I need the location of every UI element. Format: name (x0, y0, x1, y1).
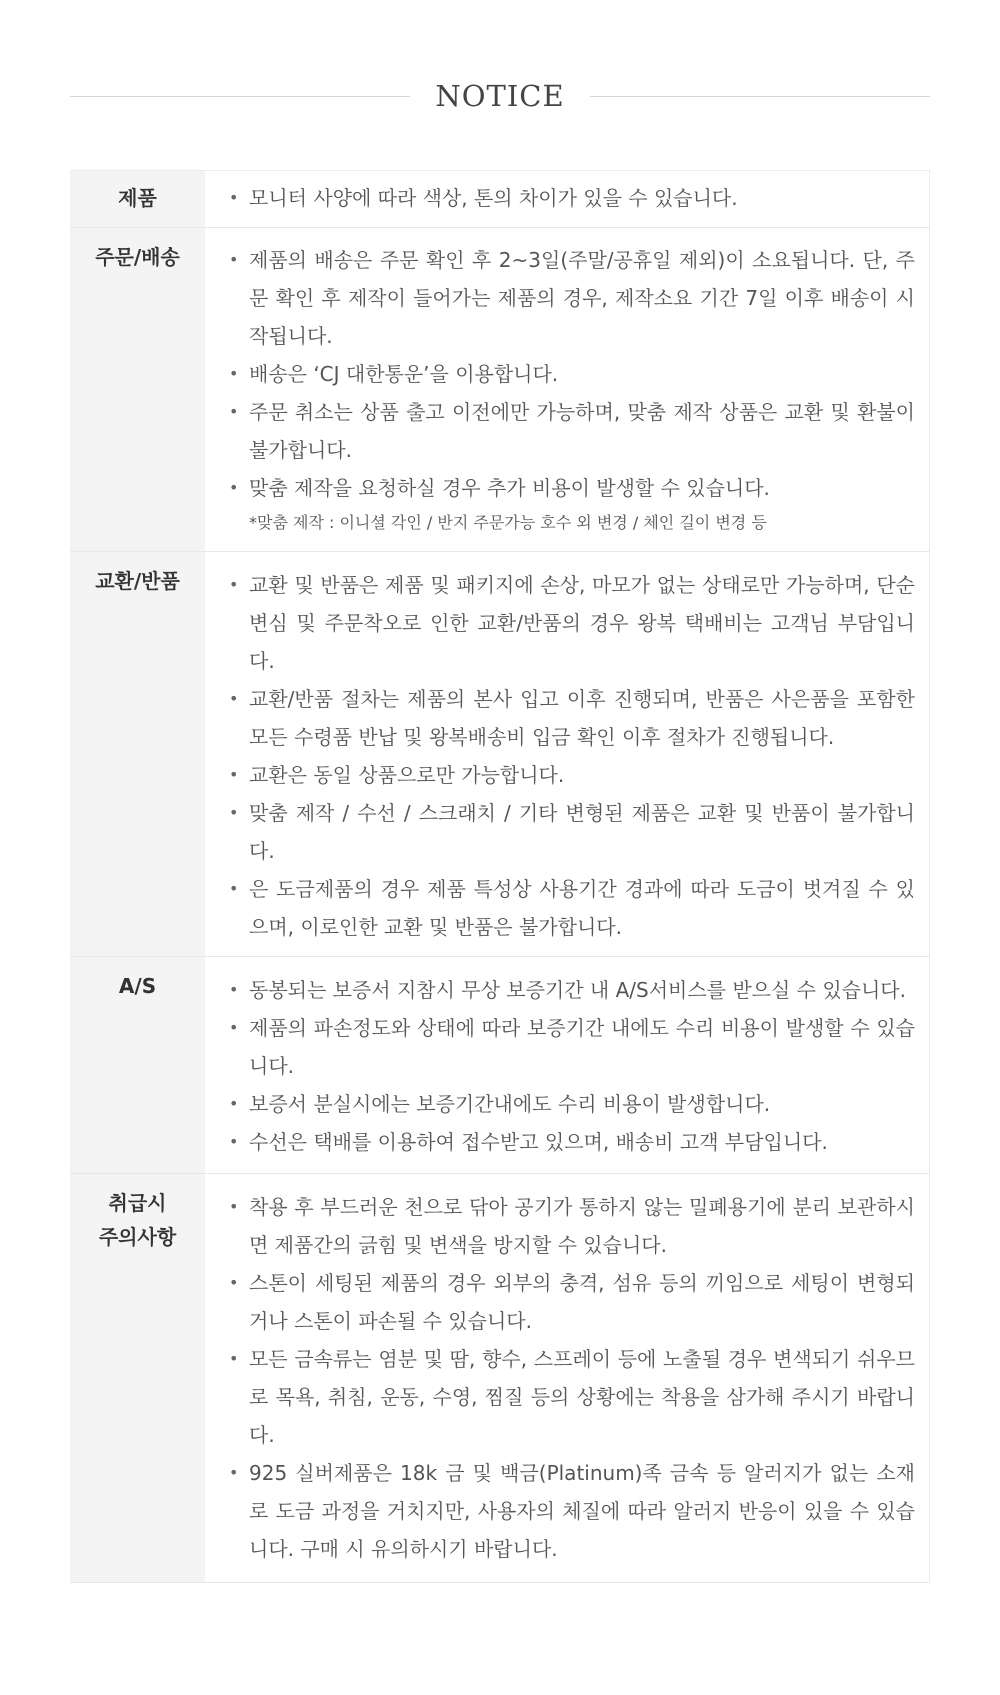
list-item (205, 1264, 929, 1340)
bullet-icon: • (229, 765, 239, 784)
section-label-line: 취급시 (108, 1191, 167, 1215)
notice-title: NOTICE (435, 79, 565, 113)
list-item (205, 355, 929, 393)
bullet-icon: • (229, 364, 239, 383)
section-label-cell (70, 1174, 205, 1583)
notice-list (205, 1174, 929, 1582)
section-label: 주문/배송 (95, 245, 180, 269)
bullet-icon: • (229, 1018, 239, 1037)
notice-table (70, 170, 930, 1583)
notice-list (205, 171, 929, 227)
bullet-icon: • (229, 402, 239, 421)
list-item-text: 맞춤 제작을 요청하실 경우 추가 비용이 발생할 수 있습니다. (249, 476, 770, 500)
list-item-text: 배송은 ‘CJ 대한통운’을 이용합니다. (249, 362, 559, 386)
list-item (205, 794, 929, 870)
bullet-icon: • (229, 1463, 239, 1482)
list-item-text: 제품의 파손정도와 상태에 따라 보증기간 내에도 수리 비용이 발생할 수 있습니다. (249, 1016, 915, 1078)
list-item (205, 680, 929, 756)
list-item (205, 1454, 929, 1568)
bullet-icon: • (229, 188, 239, 207)
header-divider-right (590, 96, 930, 97)
bullet-icon: • (229, 980, 239, 999)
section-label-cell (70, 228, 205, 552)
list-item (205, 1123, 929, 1161)
list-item (205, 179, 929, 217)
section-content (205, 228, 930, 552)
section-label: A/S (118, 974, 157, 998)
bullet-icon: • (229, 1132, 239, 1151)
bullet-icon: • (229, 575, 239, 594)
notice-list (205, 552, 929, 956)
list-item-text: 보증서 분실시에는 보증기간내에도 수리 비용이 발생합니다. (249, 1092, 771, 1116)
bullet-icon: • (229, 1197, 239, 1216)
list-item (205, 756, 929, 794)
list-item-text: 모니터 사양에 따라 색상, 톤의 차이가 있을 수 있습니다. (249, 186, 738, 210)
list-item (205, 1009, 929, 1085)
list-item-text: 제품의 배송은 주문 확인 후 2~3일(주말/공휴일 제외)이 소요됩니다. 단, 주문 확인 후 제작이 들어가는 제품의 경우, 제작소요 기간 7일 이후 배송이 시작됩니다. (249, 248, 915, 348)
list-item-text: 모든 금속류는 염분 및 땀, 향수, 스프레이 등에 노출될 경우 변색되기 쉬우므로 목욕, 취침, 운동, 수영, 찜질 등의 상황에는 착용을 삼가해 주시기 바랍니다. (249, 1347, 915, 1447)
section-order-shipping (70, 228, 930, 552)
custom-order-note: *맞춤 제작 : 이니셜 각인 / 반지 주문가능 호수 외 변경 / 체인 길이 변경 등 (249, 513, 767, 532)
section-content (205, 957, 930, 1174)
notice-list (205, 957, 929, 1173)
bullet-icon: • (229, 1094, 239, 1113)
list-item-text: 교환/반품 절차는 제품의 본사 입고 이후 진행되며, 반품은 사은품을 포함한 모든 수령품 반납 및 왕복배송비 입금 확인 이후 절차가 진행됩니다. (249, 687, 915, 749)
section-label-cell (70, 957, 205, 1174)
bullet-icon: • (229, 689, 239, 708)
list-item (205, 1085, 929, 1123)
header-divider-left (70, 96, 410, 97)
list-item (205, 1188, 929, 1264)
section-content (205, 552, 930, 957)
list-item (205, 971, 929, 1009)
list-item-text: 맞춤 제작 / 수선 / 스크래치 / 기타 변형된 제품은 교환 및 반품이 불가합니다. (249, 801, 915, 863)
section-label: 제품 (118, 186, 157, 210)
list-item (205, 241, 929, 355)
section-after-service (70, 957, 930, 1174)
section-product (70, 171, 930, 228)
bullet-icon: • (229, 879, 239, 898)
section-label: 교환/반품 (95, 569, 180, 593)
list-item-text: 은 도금제품의 경우 제품 특성상 사용기간 경과에 따라 도금이 벗겨질 수 있으며, 이로인한 교환 및 반품은 불가합니다. (249, 877, 915, 939)
section-label (70, 1174, 205, 1254)
list-item (205, 566, 929, 680)
section-exchange-return (70, 552, 930, 957)
section-label-line: 주의사항 (98, 1225, 177, 1249)
list-item-text: 925 실버제품은 18k 금 및 백금(Platinum)족 금속 등 알러지가 없는 소재로 도금 과정을 거치지만, 사용자의 체질에 따라 알러지 반응이 있을 수 있습니다. 구매 시 유의하시기 바랍니다. (249, 1461, 915, 1561)
list-item-text: 교환은 동일 상품으로만 가능합니다. (249, 763, 565, 787)
bullet-icon: • (229, 478, 239, 497)
list-item-text: 스톤이 세팅된 제품의 경우 외부의 충격, 섬유 등의 끼임으로 세팅이 변형되거나 스톤이 파손될 수 있습니다. (249, 1271, 915, 1333)
list-item (205, 870, 929, 946)
list-item-text: 주문 취소는 상품 출고 이전에만 가능하며, 맞춤 제작 상품은 교환 및 환불이 불가합니다. (249, 400, 915, 462)
bullet-icon: • (229, 1349, 239, 1368)
bullet-icon: • (229, 1273, 239, 1292)
section-label-cell (70, 552, 205, 957)
list-item (205, 393, 929, 469)
section-handling-cautions (70, 1174, 930, 1583)
list-item-text: 수선은 택배를 이용하여 접수받고 있으며, 배송비 고객 부담입니다. (249, 1130, 828, 1154)
list-item-text: 교환 및 반품은 제품 및 패키지에 손상, 마모가 없는 상태로만 가능하며, 단순 변심 및 주문착오로 인한 교환/반품의 경우 왕복 택배비는 고객님 부담입니다. (249, 573, 915, 673)
bullet-icon: • (229, 250, 239, 269)
list-item-text: 착용 후 부드러운 천으로 닦아 공기가 통하지 않는 밀폐용기에 분리 보관하시면 제품간의 긁힘 및 변색을 방지할 수 있습니다. (249, 1195, 915, 1257)
notice-list (205, 228, 929, 519)
section-content (205, 1174, 930, 1583)
list-item (205, 1340, 929, 1454)
list-item-text: 동봉되는 보증서 지참시 무상 보증기간 내 A/S서비스를 받으실 수 있습니다. (249, 978, 906, 1002)
section-label-cell (70, 171, 205, 228)
list-item (205, 469, 929, 507)
bullet-icon: • (229, 803, 239, 822)
section-content (205, 171, 930, 228)
notice-header (70, 72, 930, 122)
